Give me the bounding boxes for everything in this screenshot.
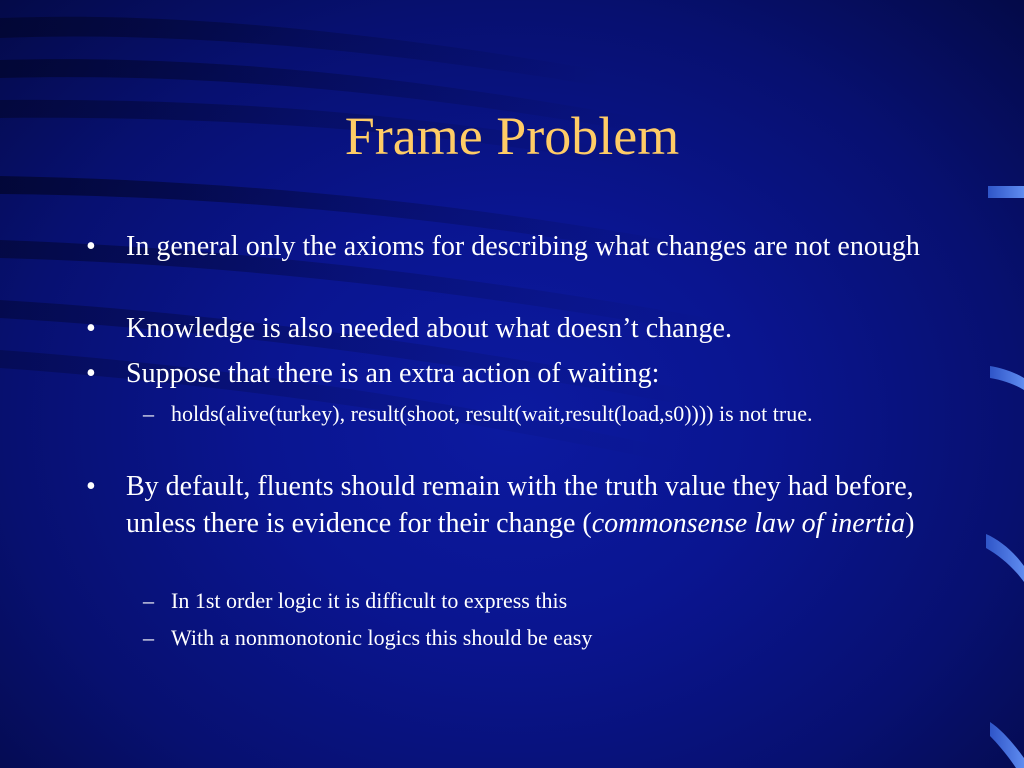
bullet-item: • In general only the axioms for describing what changes are not enough [126,228,946,265]
slide-title: Frame Problem [344,106,680,166]
bullet-item: • Suppose that there is an extra action of waiting: [126,355,946,392]
emphasis-text: commonsense law of inertia [591,508,906,539]
sub-bullet-item: – With a nonmonotonic logics this should be easy [171,623,911,652]
sub-bullet-item: – In 1st order logic it is difficult to express this [171,586,911,615]
bullet-item [126,468,946,542]
bullet-text-end: ) [905,508,915,539]
bullet-text: By default, fluents should remain with the truth value they had before, unless there is evidence for their change ( [126,471,914,539]
sub-bullet-item: – holds(alive(turkey), result(shoot, result(wait,result(load,s0)))) is not true. [171,399,911,428]
bullet-item: • Knowledge is also needed about what doesn’t change. [126,310,946,347]
